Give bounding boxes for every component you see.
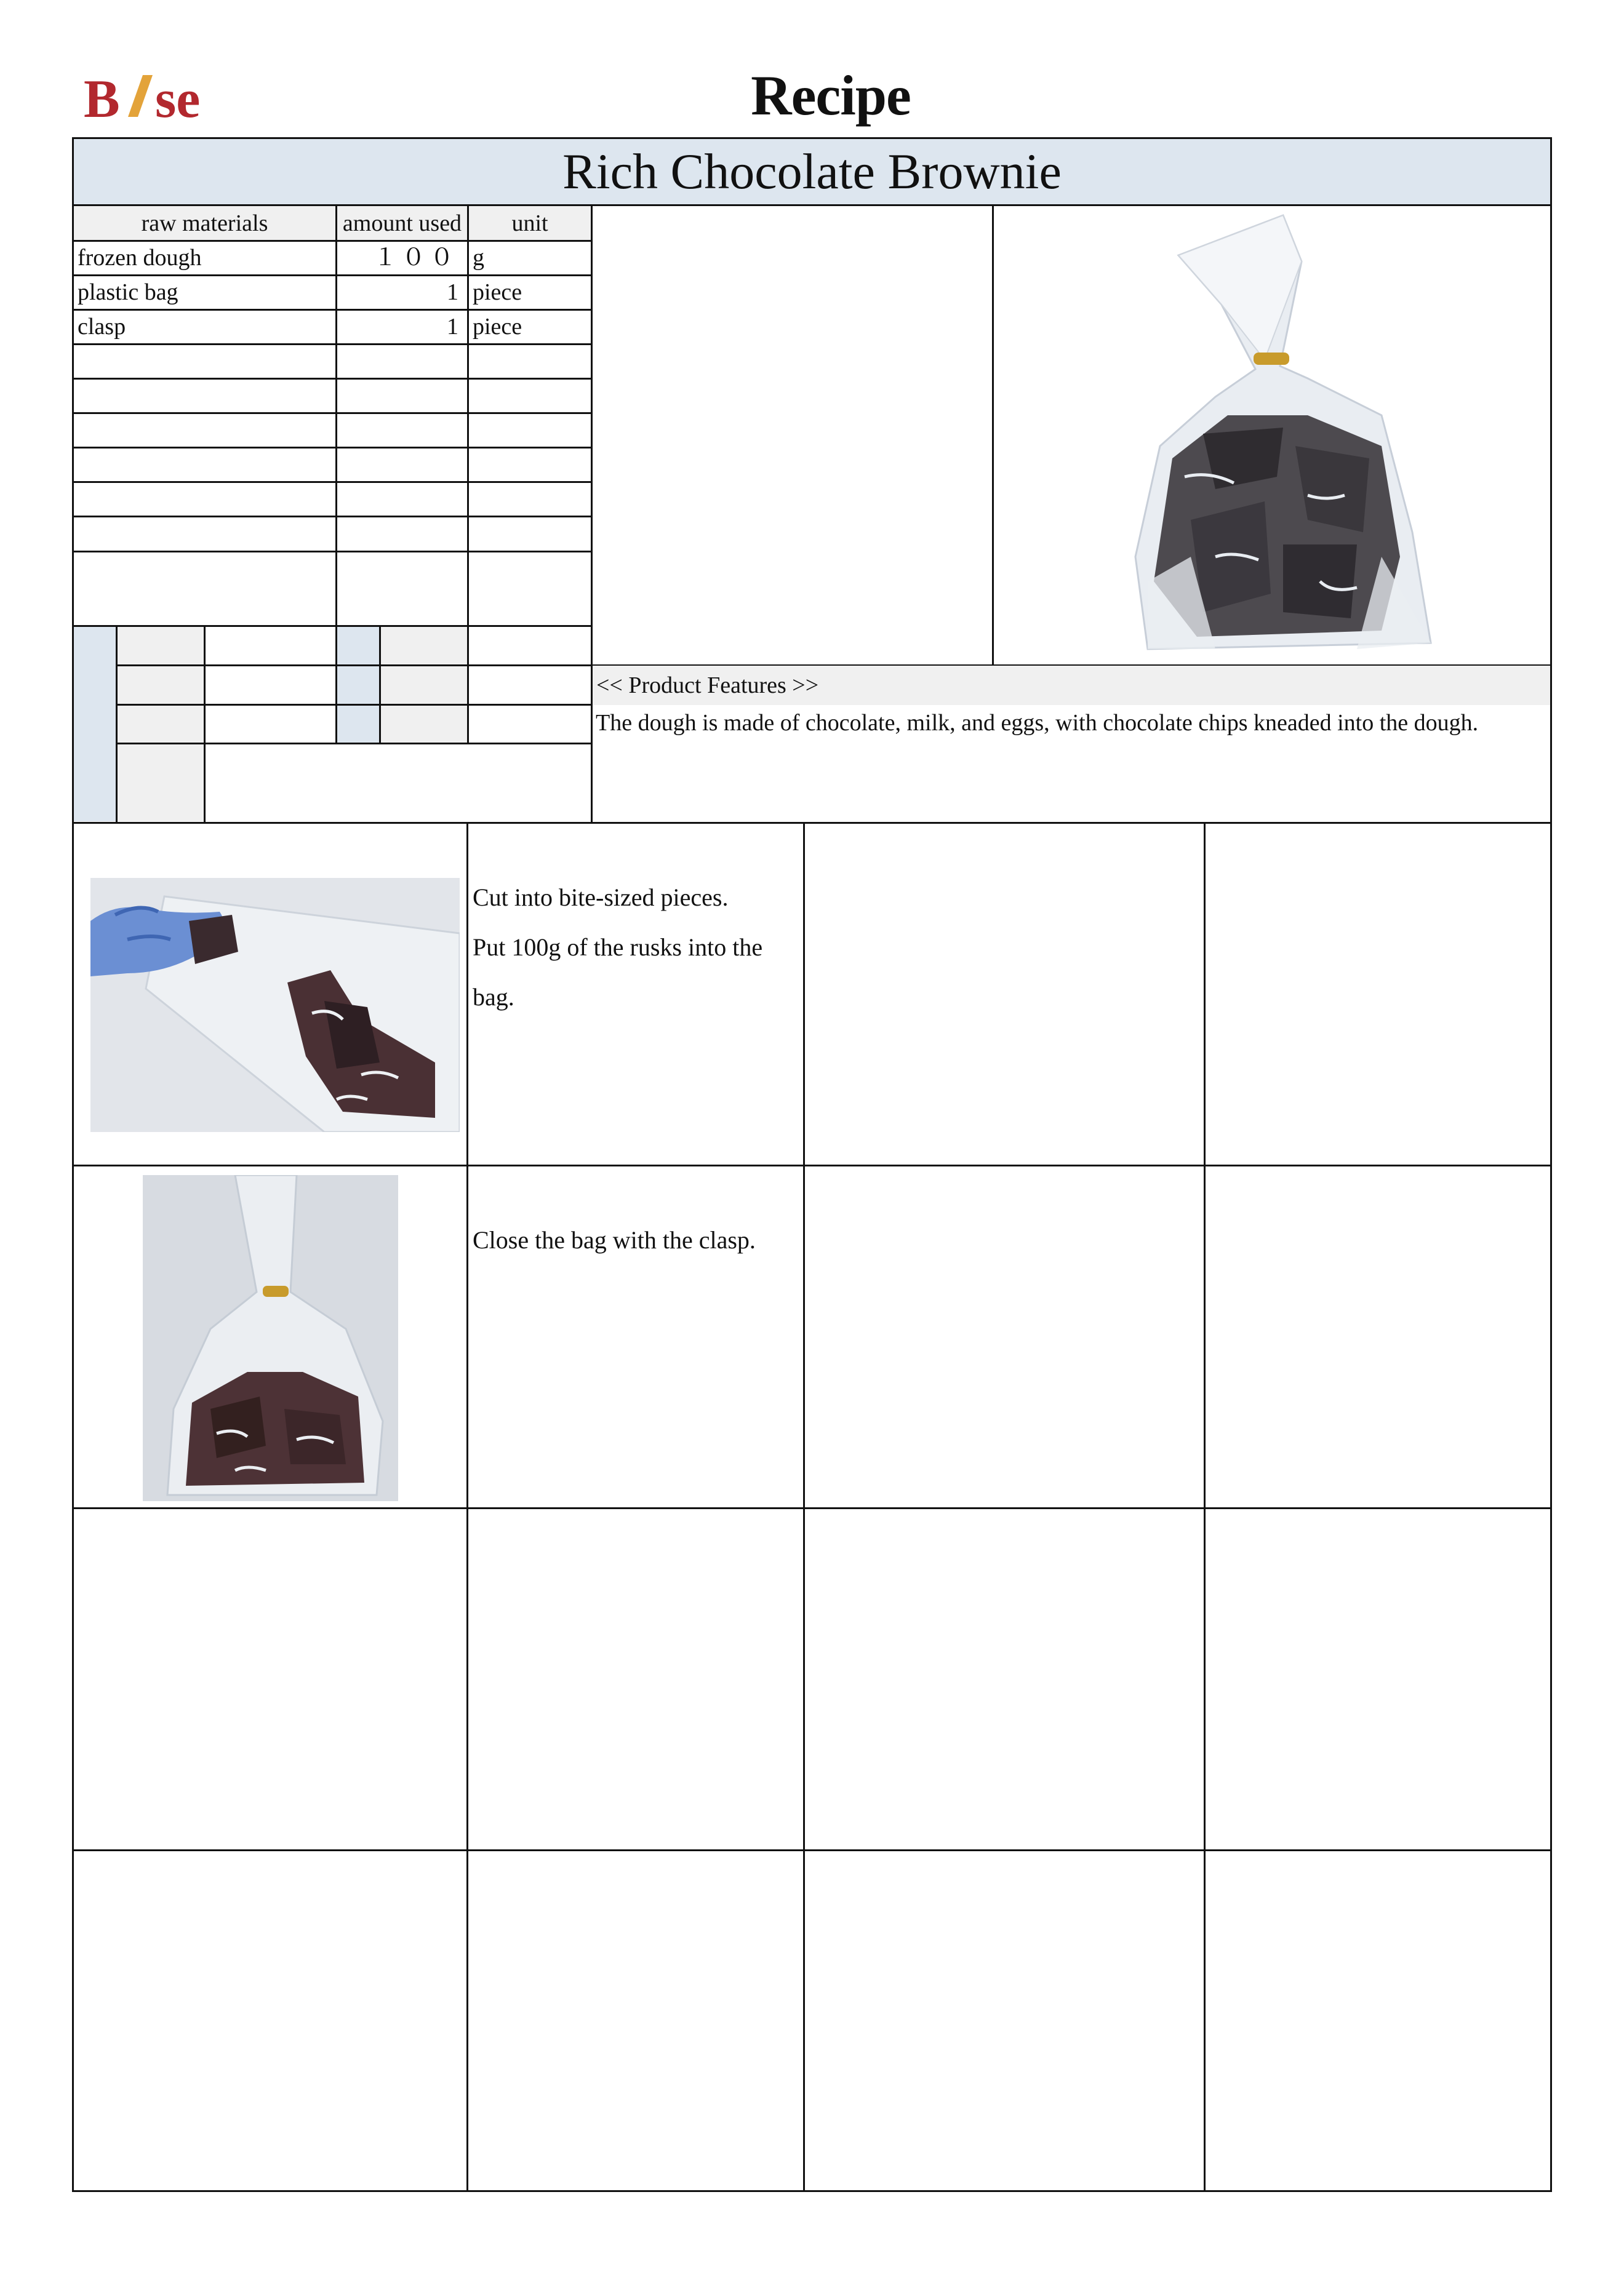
step-line: Put 100g of the rusks into the — [473, 933, 763, 961]
column-header-unit: unit — [511, 210, 548, 236]
ingredient-material: clasp — [78, 314, 126, 340]
step-2-photo — [143, 1175, 398, 1501]
product-features-text: The dough is made of chocolate, milk, and eggs, with chocolate chips kneaded into the dough. — [596, 710, 1479, 736]
ingredient-material: plastic bag — [78, 279, 178, 305]
ingredient-amount: 1 — [447, 314, 458, 340]
svg-text:se: se — [155, 70, 201, 124]
step-line: Close the bag with the clasp. — [473, 1226, 756, 1254]
base-logo — [84, 69, 238, 124]
column-header-amount-used: amount used — [342, 210, 462, 236]
ingredient-amount: １００ — [373, 245, 458, 271]
step-line: Cut into bite-sized pieces. — [473, 883, 729, 911]
step-line: bag. — [473, 983, 514, 1011]
ingredient-unit: piece — [473, 314, 522, 340]
ingredient-amount: 1 — [447, 279, 458, 305]
product-name: Rich Chocolate Brownie — [72, 137, 1552, 206]
product-photo — [1123, 212, 1443, 655]
svg-text:B: B — [84, 70, 120, 124]
product-features-heading: << Product Features >> — [593, 666, 1550, 705]
ingredient-unit: piece — [473, 279, 522, 305]
step-1-photo — [90, 878, 460, 1132]
step-1-text — [473, 872, 793, 1022]
column-header-raw-materials: raw materials — [141, 210, 268, 236]
step-2-text — [473, 1215, 793, 1265]
page-title: Recipe — [751, 64, 911, 127]
ingredient-material: frozen dough — [78, 245, 202, 271]
ingredient-unit: g — [473, 245, 484, 271]
